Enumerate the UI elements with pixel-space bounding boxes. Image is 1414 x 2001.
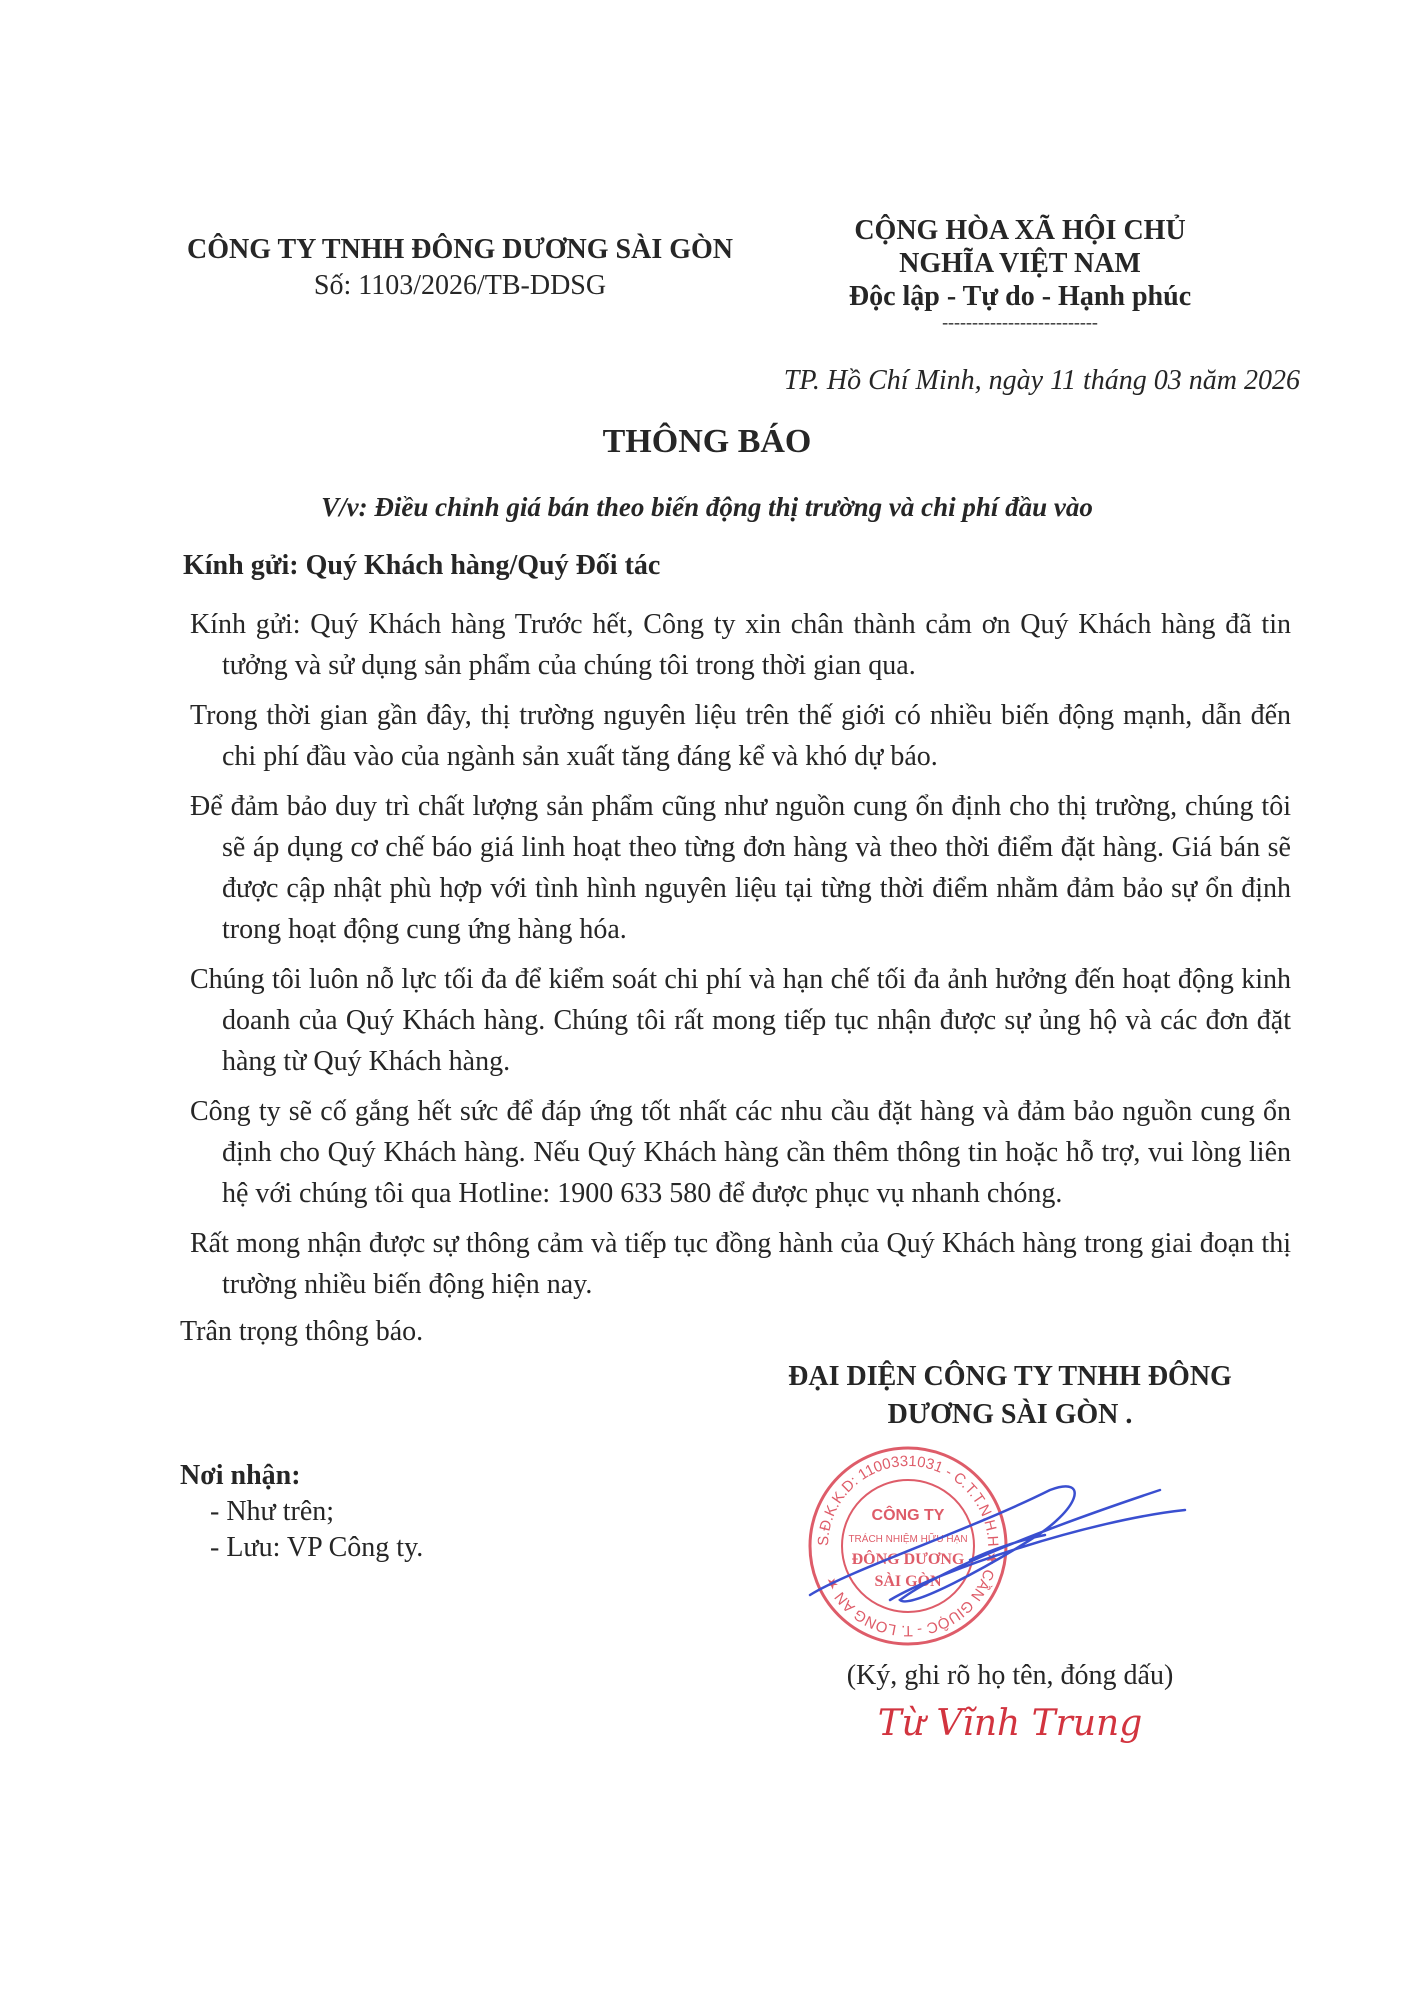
document-subject: V/v: Điều chỉnh giá bán theo biến động thị trường và chi phí đầu vào	[321, 492, 1093, 522]
svg-text:CÔNG TY: CÔNG TY	[871, 1507, 945, 1524]
paragraph: Công ty sẽ cố gắng hết sức để đáp ứng tốt nhất các nhu cầu đặt hàng và đảm bảo nguồn cung ổn định cho Quý Khách hàng. Nếu Quý Khách hàng cần thêm thông tin hoặc hỗ trợ, vui lòng liên hệ với chúng tôi qua Hotline: 1900 633 580 để được phục vụ nhanh chóng.	[190, 1096, 1291, 1209]
paragraph: Để đảm bảo duy trì chất lượng sản phẩm cũng như nguồn cung ổn định cho thị trường, chúng tôi sẽ áp dụng cơ chế báo giá linh hoạt theo từng đơn hàng và theo thời điểm đặt hàng. Giá bán sẽ được cập nhật phù hợp với tình hình nguyên liệu tại từng thời điểm nhằm đảm bảo sự ổn định trong hoạt động cung ứng hàng hóa.	[190, 791, 1291, 945]
document-title: THÔNG BÁO	[602, 423, 812, 460]
national-header	[760, 214, 1280, 331]
document-flow	[0, 420, 1414, 1778]
stamp-and-signature	[740, 1440, 1280, 1654]
document-number: Số: 1103/2026/TB-DDSG	[313, 270, 607, 301]
company-header	[180, 232, 740, 304]
signature-block	[740, 1358, 1280, 1746]
svg-text:ĐÔNG DƯƠNG: ĐÔNG DƯƠNG	[851, 1551, 965, 1568]
svg-text:SÀI GÒN: SÀI GÒN	[874, 1573, 942, 1590]
recipients	[180, 1458, 423, 1566]
place-date: TP. Hồ Chí Minh, ngày 11 tháng 03 năm 2026	[783, 365, 1300, 396]
company-name: CÔNG TY TNHH ĐÔNG DƯƠNG SÀI GÒN	[186, 234, 734, 265]
greeting: Kính gửi: Quý Khách hàng/Quý Đối tác	[183, 550, 661, 581]
national-motto: Độc lập - Tự do - Hạnh phúc	[848, 281, 1192, 312]
svg-text:TRÁCH NHIỆM HỮU HẠN: TRÁCH NHIỆM HỮU HẠN	[848, 1534, 968, 1545]
signature-area	[0, 1358, 1414, 1778]
closing: Trân trọng thông báo.	[180, 1316, 424, 1347]
paragraph: Trong thời gian gần đây, thị trường nguyên liệu trên thế giới có nhiều biến động mạnh, dẫn đến chi phí đầu vào của ngành sản xuất tăng đáng kể và khó dự báo.	[190, 700, 1291, 772]
svg-text:S.Đ.K.K.D: 1100331031 - C.T.T.: S.Đ.K.K.D: 1100331031 - C.T.T.N.H.H ★ CẦN GIUỘC - T. LONG AN ★	[814, 1452, 1002, 1640]
motto-rule: --------------------------	[942, 312, 1098, 332]
signer-name: Từ Vĩnh Trung	[877, 1703, 1143, 1744]
nation-title: CỘNG HÒA XÃ HỘI CHỦ NGHĨA VIỆT NAM	[854, 215, 1186, 279]
recipients-heading: Nơi nhận:	[180, 1460, 301, 1491]
paragraph: Chúng tôi luôn nỗ lực tối đa để kiểm soát chi phí và hạn chế tối đa ảnh hưởng đến hoạt động kinh doanh của Quý Khách hàng. Chúng tôi rất mong tiếp tục nhận được sự ủng hộ và các đơn đặt hàng từ Quý Khách hàng.	[190, 964, 1291, 1077]
recipient-item: - Lưu: VP Công ty.	[210, 1532, 424, 1563]
handwritten-signature	[790, 1460, 1190, 1630]
recipient-item: - Như trên;	[210, 1496, 335, 1527]
paragraph: Rất mong nhận được sự thông cảm và tiếp tục đồng hành của Quý Khách hàng trong giai đoạn thị trường nhiều biến động hiện nay.	[190, 1228, 1291, 1300]
signature-note: (Ký, ghi rõ họ tên, đóng dấu)	[846, 1660, 1174, 1691]
representative-title: ĐẠI DIỆN CÔNG TY TNHH ĐÔNG DƯƠNG SÀI GÒN .	[788, 1361, 1232, 1430]
document-body	[190, 604, 1291, 1305]
paragraph: Kính gửi: Quý Khách hàng Trước hết, Công ty xin chân thành cảm ơn Quý Khách hàng đã tin tưởng và sử dụng sản phẩm của chúng tôi trong thời gian qua.	[190, 609, 1291, 681]
